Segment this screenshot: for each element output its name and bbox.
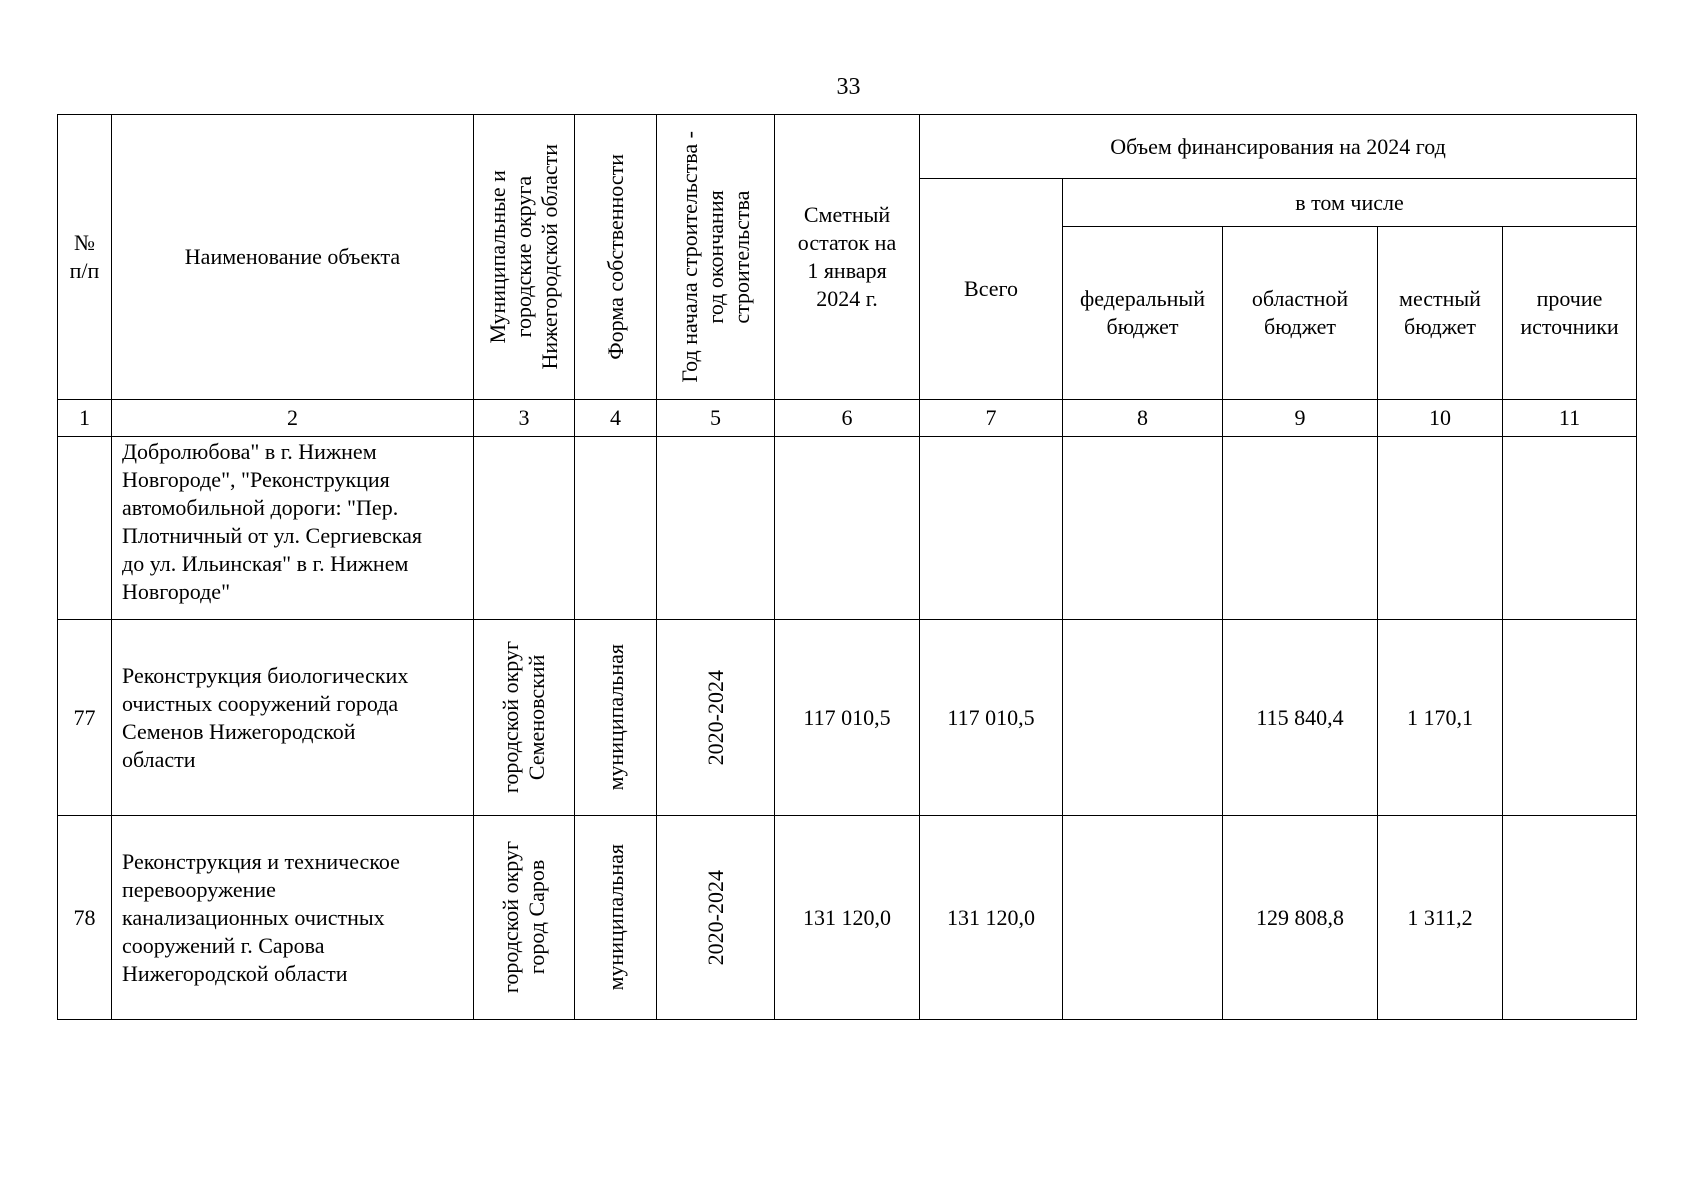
column-number: 2 bbox=[112, 400, 474, 437]
row-ownership bbox=[575, 816, 657, 1020]
row-years bbox=[657, 620, 775, 816]
header-years-text: Год начала строительства - год окончания строительства bbox=[676, 131, 754, 383]
row-other bbox=[1503, 816, 1637, 1020]
row-name: Реконструкция и техническое перевооружение канализационных очистных сооружений г. Сарова Нижегородской области bbox=[112, 816, 474, 1020]
table-row bbox=[58, 437, 1637, 620]
row-years-text: 2020-2024 bbox=[702, 669, 728, 766]
row-total: 131 120,0 bbox=[920, 816, 1063, 1020]
header-name: Наименование объекта bbox=[112, 115, 474, 400]
header-other: прочие источники bbox=[1503, 227, 1637, 400]
row-federal bbox=[1063, 620, 1223, 816]
header-federal: федеральный бюджет bbox=[1063, 227, 1223, 400]
row-municipality-text: городской округ Семеновский bbox=[498, 641, 549, 794]
row-years bbox=[657, 816, 775, 1020]
row-municipality-text: городской округ город Саров bbox=[498, 841, 549, 994]
column-number-row bbox=[58, 400, 1637, 437]
row-federal bbox=[1063, 437, 1223, 620]
row-years-text: 2020-2024 bbox=[702, 869, 728, 966]
header-estimate: Сметный остаток на 1 января 2024 г. bbox=[775, 115, 920, 400]
row-local bbox=[1378, 437, 1503, 620]
row-ownership-text: муниципальная bbox=[602, 844, 628, 991]
column-number: 11 bbox=[1503, 400, 1637, 437]
row-ownership bbox=[575, 620, 657, 816]
column-number: 6 bbox=[775, 400, 920, 437]
row-other bbox=[1503, 620, 1637, 816]
row-years bbox=[657, 437, 775, 620]
header-num: № п/п bbox=[58, 115, 112, 400]
row-regional: 115 840,4 bbox=[1223, 620, 1378, 816]
row-estimate: 117 010,5 bbox=[775, 620, 920, 816]
row-federal bbox=[1063, 816, 1223, 1020]
column-number: 7 bbox=[920, 400, 1063, 437]
row-estimate: 131 120,0 bbox=[775, 816, 920, 1020]
header-including: в том числе bbox=[1063, 179, 1637, 227]
header-local: местный бюджет bbox=[1378, 227, 1503, 400]
column-number: 1 bbox=[58, 400, 112, 437]
row-ownership bbox=[575, 437, 657, 620]
column-number: 8 bbox=[1063, 400, 1223, 437]
header-years bbox=[657, 115, 775, 400]
header-regional: областной бюджет bbox=[1223, 227, 1378, 400]
header-funding: Объем финансирования на 2024 год bbox=[920, 115, 1637, 179]
row-local: 1 170,1 bbox=[1378, 620, 1503, 816]
row-name: Добролюбова" в г. Нижнем Новгороде", "Реконструкция автомобильной дороги: "Пер. Плотничный от ул. Сергиевская до ул. Ильинская" в г. Нижнем Новгороде" bbox=[112, 437, 474, 620]
row-num bbox=[58, 437, 112, 620]
row-regional bbox=[1223, 437, 1378, 620]
row-regional: 129 808,8 bbox=[1223, 816, 1378, 1020]
column-number: 5 bbox=[657, 400, 775, 437]
financing-table bbox=[57, 114, 1637, 1020]
row-ownership-text: муниципальная bbox=[602, 644, 628, 791]
header-total: Всего bbox=[920, 179, 1063, 400]
column-number: 4 bbox=[575, 400, 657, 437]
header-ownership bbox=[575, 115, 657, 400]
row-total bbox=[920, 437, 1063, 620]
row-name: Реконструкция биологических очистных сооружений города Семенов Нижегородской области bbox=[112, 620, 474, 816]
row-municipality bbox=[474, 620, 575, 816]
row-estimate bbox=[775, 437, 920, 620]
row-total: 117 010,5 bbox=[920, 620, 1063, 816]
header-municipality bbox=[474, 115, 575, 400]
table-row bbox=[58, 620, 1637, 816]
page-number: 33 bbox=[836, 74, 861, 100]
row-other bbox=[1503, 437, 1637, 620]
row-municipality bbox=[474, 437, 575, 620]
column-number: 3 bbox=[474, 400, 575, 437]
header-ownership-text: Форма собственности bbox=[602, 154, 628, 360]
table-row bbox=[58, 816, 1637, 1020]
header-municipality-text: Муниципальные и городские округа Нижегородской области bbox=[485, 144, 562, 370]
column-number: 9 bbox=[1223, 400, 1378, 437]
row-num: 78 bbox=[58, 816, 112, 1020]
row-local: 1 311,2 bbox=[1378, 816, 1503, 1020]
column-number: 10 bbox=[1378, 400, 1503, 437]
row-municipality bbox=[474, 816, 575, 1020]
row-num: 77 bbox=[58, 620, 112, 816]
